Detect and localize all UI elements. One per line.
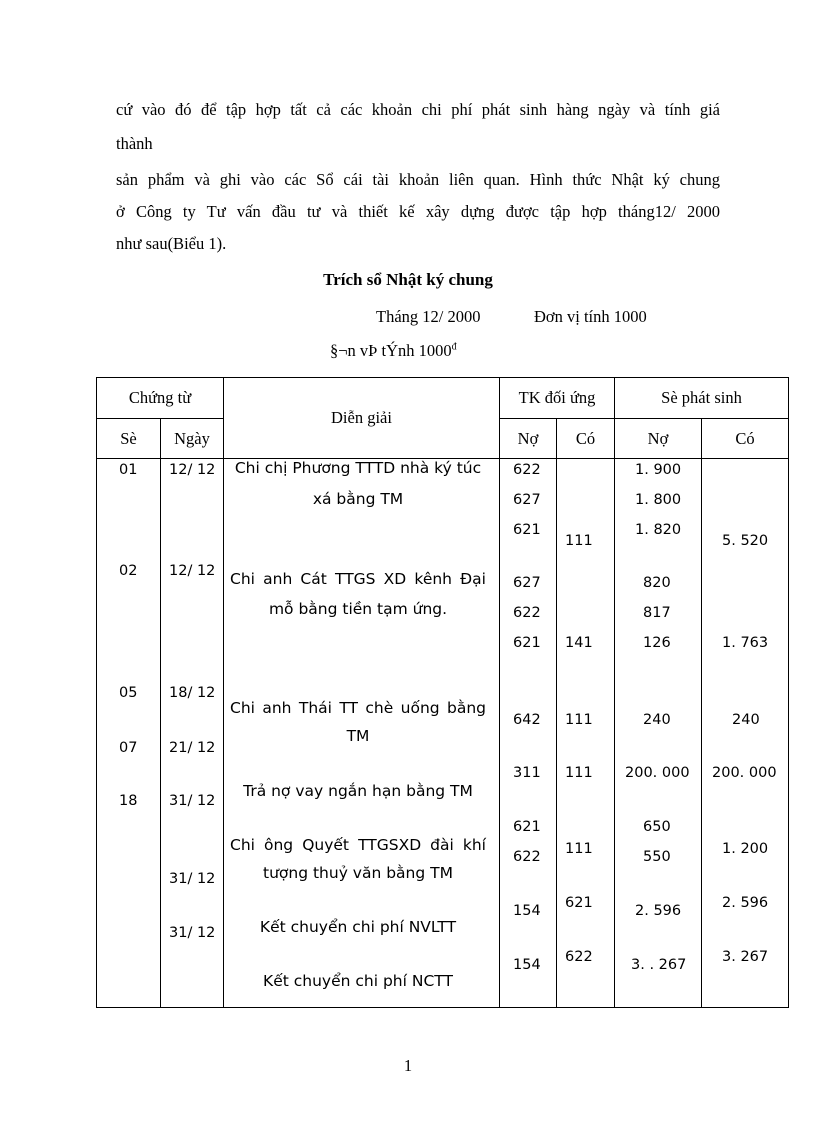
ngay-cell: 31/ 12 (169, 925, 216, 941)
tk-co-cell: 111 (565, 712, 593, 728)
desc-line: xá bằng TM (312, 490, 404, 508)
ps-co-cell: 240 (732, 712, 760, 728)
desc-line: Chi chị Phương TTTD nhà ký túc (234, 459, 482, 477)
paragraph-line: cứ vào đó để tập hợp tất cả các khoản chi phí phát sinh hàng ngày và tính giá (116, 100, 720, 119)
tk-co-cell: 141 (565, 635, 593, 651)
desc-line: Chi anh Thái TT chè uống bằng (230, 699, 486, 717)
desc-line: Chi anh Cát TTGS XD kênh Đại (230, 570, 486, 588)
paragraph-line: ở Công ty Tư vấn đầu tư và thiết kế xây dựng được tập hợp tháng12/ 2000 (116, 202, 720, 221)
header-ps-no: Nợ (615, 419, 702, 459)
tk-no-cell: 627 (513, 492, 541, 508)
ps-no-cell: 200. 000 (625, 765, 690, 781)
tk-co-cell: 111 (565, 841, 593, 857)
ps-no-cell: 1. 900 (635, 462, 682, 478)
tk-no-cell: 622 (513, 849, 541, 865)
ps-no-cell: 1. 820 (635, 522, 682, 538)
ps-co-cell: 2. 596 (722, 895, 769, 911)
paragraph-line: thành (116, 134, 153, 153)
journal-month: Tháng 12/ 2000 (376, 307, 481, 326)
tk-no-cell: 622 (513, 462, 541, 478)
journal-table (96, 377, 789, 1008)
header-so: Sè (97, 419, 161, 459)
desc-line: mỗ bằng tiền tạm ứng. (268, 600, 448, 618)
header-tk-co: Có (557, 419, 615, 459)
tk-no-cell: 621 (513, 635, 541, 651)
ngay-cell: 31/ 12 (169, 871, 216, 887)
tk-no-cell: 642 (513, 712, 541, 728)
desc-line: Kết chuyển chi phí NCTT (263, 972, 453, 990)
header-tk-doi-ung: TK đối ứng (500, 378, 615, 419)
ps-no-cell: 650 (643, 819, 671, 835)
ps-no-cell: 3. . 267 (631, 957, 687, 973)
header-so-phat-sinh: Sè phát sinh (615, 378, 789, 419)
desc-line: Trả nợ vay ngắn hạn bằng TM (243, 782, 473, 800)
ps-no-cell: 2. 596 (635, 903, 682, 919)
ngay-cell: 21/ 12 (169, 740, 216, 756)
ps-co-cell: 3. 267 (722, 949, 769, 965)
journal-unit: Đơn vị tính 1000 (534, 307, 647, 326)
journal-title: Trích sổ Nhật ký chung (323, 270, 493, 289)
col-ps-co (702, 459, 789, 1008)
desc-line: TM (346, 727, 370, 745)
tk-no-cell: 311 (513, 765, 541, 781)
paragraph-line: như sau(Biểu 1). (116, 234, 227, 253)
tk-co-cell: 111 (565, 765, 593, 781)
so-cell: 07 (119, 740, 138, 756)
tk-no-cell: 154 (513, 957, 541, 973)
col-ps-no (615, 459, 702, 1008)
tk-no-cell: 621 (513, 522, 541, 538)
desc-line: Kết chuyển chi phí NVLTT (259, 918, 457, 936)
garbled-unit-line (330, 341, 457, 361)
header-dien-giai: Diễn giải (224, 378, 500, 459)
so-cell: 01 (119, 462, 138, 478)
page-number: 1 (403, 1056, 413, 1075)
ps-no-cell: 550 (643, 849, 671, 865)
ps-no-cell: 240 (643, 712, 671, 728)
so-cell: 05 (119, 685, 138, 701)
paragraph-line: sản phẩm và ghi vào các Sổ cái tài khoản liên quan. Hình thức Nhật ký chung (116, 170, 720, 189)
tk-no-cell: 622 (513, 605, 541, 621)
tk-no-cell: 154 (513, 903, 541, 919)
header-ngay: Ngày (161, 419, 224, 459)
ps-co-cell: 1. 763 (722, 635, 769, 651)
col-so (97, 459, 161, 1008)
so-cell: 02 (119, 563, 138, 579)
tk-no-cell: 627 (513, 575, 541, 591)
ps-no-cell: 1. 800 (635, 492, 682, 508)
ngay-cell: 12/ 12 (169, 563, 216, 579)
ngay-cell: 12/ 12 (169, 462, 216, 478)
col-ngay (161, 459, 224, 1008)
col-dien-giai (224, 459, 500, 1008)
col-tk-no (500, 459, 557, 1008)
ngay-cell: 31/ 12 (169, 793, 216, 809)
header-chung-tu: Chứng từ (97, 378, 224, 419)
tk-co-cell: 622 (565, 949, 593, 965)
col-tk-co (557, 459, 615, 1008)
tk-co-cell: 621 (565, 895, 593, 911)
tk-no-cell: 621 (513, 819, 541, 835)
desc-line: tượng thuỷ văn bằng TM (263, 864, 453, 882)
garbled-unit-text: §¬n vÞ tÝnh 1000 (330, 341, 452, 360)
desc-line: Chi ông Quyết TTGSXD đài khí (230, 836, 486, 854)
header-ps-co: Có (702, 419, 789, 459)
ps-no-cell: 126 (643, 635, 671, 651)
ps-no-cell: 817 (643, 605, 671, 621)
tk-co-cell: 111 (565, 533, 593, 549)
ngay-cell: 18/ 12 (169, 685, 216, 701)
header-tk-no: Nợ (500, 419, 557, 459)
ps-no-cell: 820 (643, 575, 671, 591)
ps-co-cell: 5. 520 (722, 533, 769, 549)
so-cell: 18 (119, 793, 138, 809)
ps-co-cell: 200. 000 (712, 765, 777, 781)
garbled-unit-sup: đ (451, 341, 457, 353)
ps-co-cell: 1. 200 (722, 841, 769, 857)
